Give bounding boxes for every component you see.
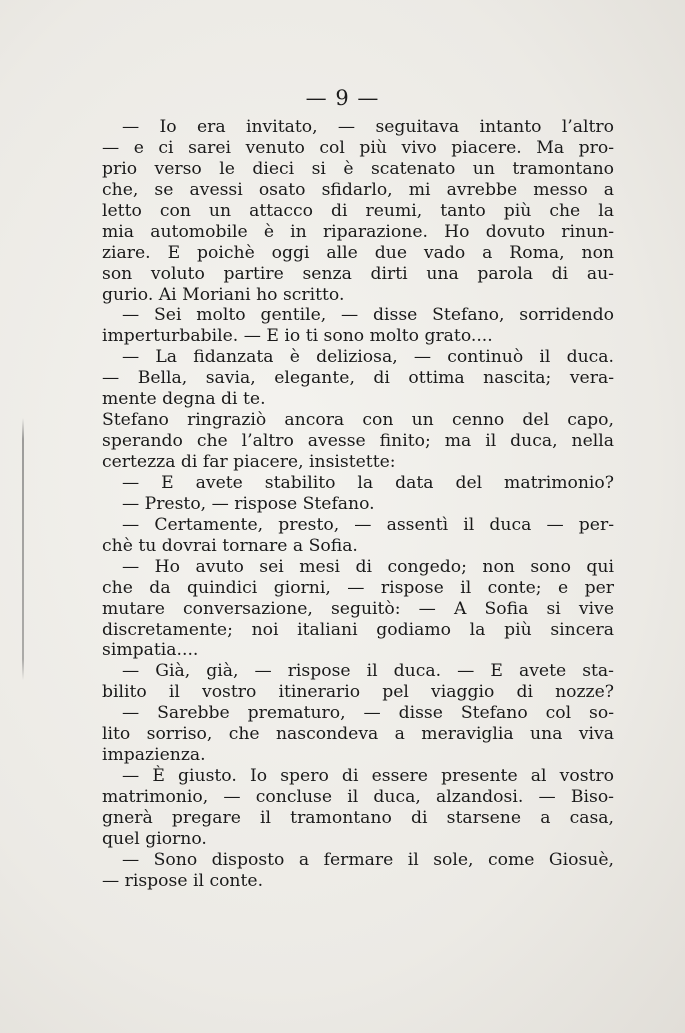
page-number: — 9 — [305, 86, 380, 110]
text-line: — Sono disposto a fermare il sole, come Giosuè, [122, 849, 614, 870]
text-line: Stefano ringraziò ancora con un cenno del capo, [102, 410, 614, 431]
text-line: sperando che l’altro avesse finito; ma il duca, nella [102, 431, 614, 452]
text-line: imperturbabile. — E io ti sono molto grato.... [102, 326, 493, 347]
text-line: matrimonio, — concluse il duca, alzandosi. — Biso- [102, 787, 614, 807]
text-line: chè tu dovrai tornare a Sofia. [102, 535, 358, 556]
text-line: — Certamente, presto, — assentì il duca — per- [122, 514, 614, 535]
text-line: — Sarebbe prematuro, — disse Stefano col so- [122, 703, 614, 724]
text-line: gurio. Ai Moriani ho scritto. [102, 284, 345, 305]
text-line: prio verso le dieci si è scatenato un tramontano [102, 158, 614, 179]
text-line: — È giusto. Io spero di essere presente al vostro [122, 766, 614, 787]
text-line: mente degna di te. [102, 389, 266, 410]
text-line: — e ci sarei venuto col più vivo piacere. Ma pro- [102, 137, 614, 158]
text-line: letto con un attacco di reumi, tanto più che la [102, 200, 614, 221]
body-text [102, 117, 614, 892]
text-line: mia automobile è in riparazione. Ho dovuto rinun- [102, 221, 614, 242]
text-line: discretamente; noi italiani godiamo la più sincera [102, 619, 614, 640]
text-line: — E avete stabilito la data del matrimonio? [122, 472, 614, 493]
text-line: impazienza. [102, 745, 206, 766]
text-line: bilito il vostro itinerario pel viaggio di nozze? [102, 682, 614, 703]
text-line: — Presto, — rispose Stefano. [122, 493, 375, 514]
text-line: — Ho avuto sei mesi di congedo; non sono qui [122, 556, 614, 577]
text-line: mutare conversazione, seguitò: — A Sofia si vive [102, 598, 614, 619]
text-line: quel giorno. [102, 828, 207, 849]
binding-shadow [22, 418, 24, 680]
text-line: — La fidanzata è deliziosa, — continuò il duca. [122, 347, 614, 368]
text-line: che da quindici giorni, — rispose il conte; e per [102, 577, 614, 598]
text-line: — rispose il conte. [102, 870, 264, 891]
text-line: — Bella, savia, elegante, di ottima nascita; vera- [102, 368, 614, 389]
text-line: son voluto partire senza dirti una parola di au- [102, 263, 614, 284]
text-line: lito sorriso, che nascondeva a meraviglia una viva [102, 724, 614, 745]
text-line: ziare. E poichè oggi alle due vado a Roma, non [102, 242, 614, 263]
text-line: — Sei molto gentile, — disse Stefano, sorridendo [122, 305, 614, 326]
text-line: certezza di far piacere, insistette: [102, 452, 396, 472]
text-line: — Io era invitato, — seguitava intanto l’altro [122, 117, 614, 137]
text-line: gnerà pregare il tramontano di starsene a casa, [102, 807, 614, 828]
text-line: simpatia.... [102, 640, 199, 661]
text-line: — Già, già, — rispose il duca. — E avete sta- [122, 661, 614, 682]
text-line: che, se avessi osato sfidarlo, mi avrebbe messo a [102, 179, 614, 200]
